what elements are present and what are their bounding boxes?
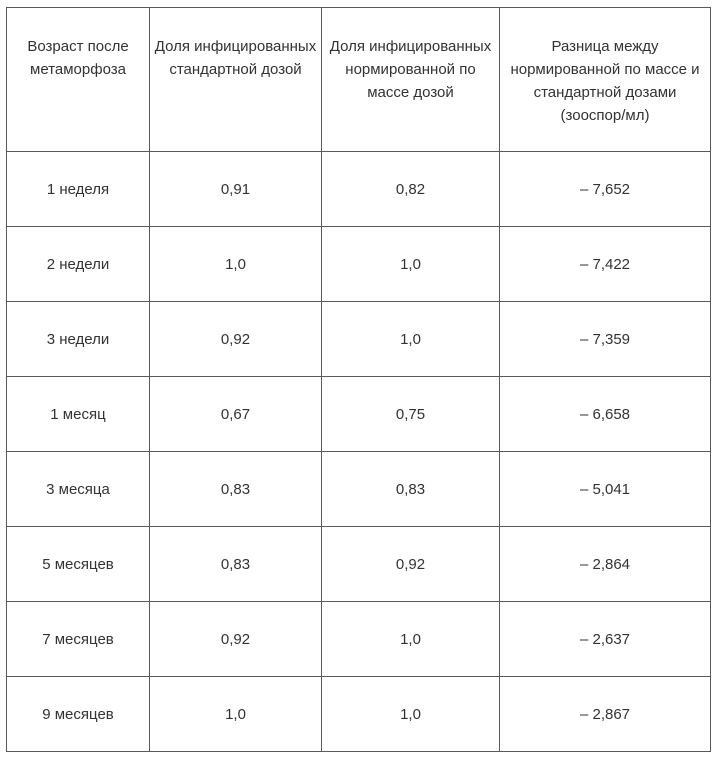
header-row [7,8,711,152]
table-row [7,452,711,527]
cell-age: 3 недели [7,302,150,377]
cell-age: 1 неделя [7,152,150,227]
cell-difference: – 2,637 [500,602,711,677]
cell-mass: 1,0 [322,302,500,377]
cell-standard: 0,92 [150,602,322,677]
table-row [7,227,711,302]
table-row [7,527,711,602]
header-age: Возраст после метаморфоза [7,8,150,152]
cell-mass: 0,75 [322,377,500,452]
cell-standard: 0,91 [150,152,322,227]
cell-mass: 0,83 [322,452,500,527]
cell-mass: 1,0 [322,677,500,752]
cell-standard: 1,0 [150,227,322,302]
cell-age: 1 месяц [7,377,150,452]
cell-difference: – 5,041 [500,452,711,527]
cell-difference: – 7,652 [500,152,711,227]
cell-mass: 1,0 [322,227,500,302]
cell-difference: – 7,422 [500,227,711,302]
header-standard-dose: Доля инфицированных стандартной дозой [150,8,322,152]
table-row [7,152,711,227]
cell-standard: 0,83 [150,452,322,527]
cell-mass: 0,92 [322,527,500,602]
cell-difference: – 6,658 [500,377,711,452]
cell-standard: 1,0 [150,677,322,752]
cell-standard: 0,92 [150,302,322,377]
table-row [7,377,711,452]
data-table [6,7,711,752]
table-row [7,677,711,752]
cell-standard: 0,83 [150,527,322,602]
cell-mass: 1,0 [322,602,500,677]
cell-difference: – 2,864 [500,527,711,602]
cell-age: 7 месяцев [7,602,150,677]
table-row [7,302,711,377]
table-row [7,602,711,677]
cell-age: 5 месяцев [7,527,150,602]
cell-mass: 0,82 [322,152,500,227]
table-header [7,8,711,152]
cell-age: 3 месяца [7,452,150,527]
cell-standard: 0,67 [150,377,322,452]
cell-difference: – 2,867 [500,677,711,752]
header-difference: Разница между нормированной по массе и стандартной дозами (зооспор/мл) [500,8,711,152]
cell-difference: – 7,359 [500,302,711,377]
header-mass-dose: Доля инфицированных нормированной по массе дозой [322,8,500,152]
cell-age: 9 месяцев [7,677,150,752]
cell-age: 2 недели [7,227,150,302]
table-body [7,152,711,752]
